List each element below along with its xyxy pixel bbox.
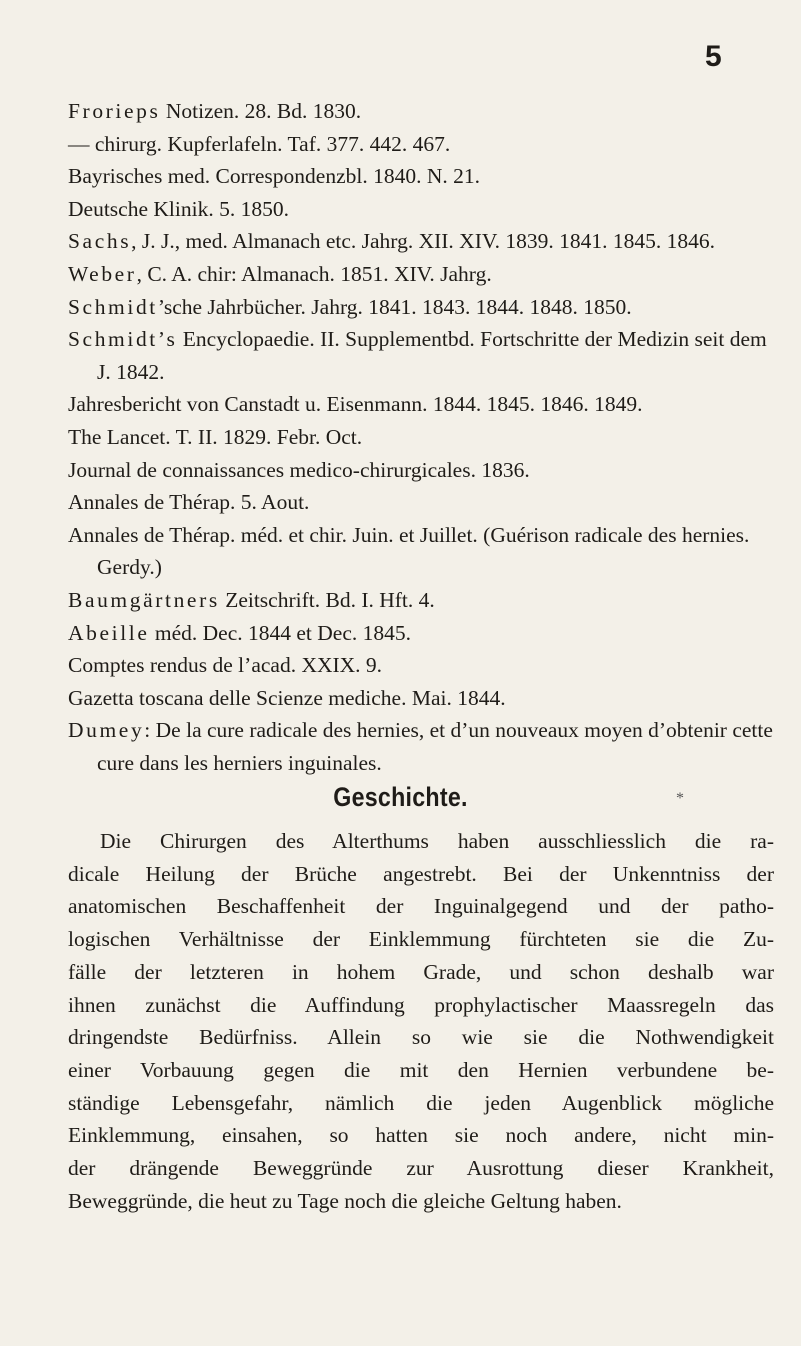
- reference-text: méd. Dec. 1844 et Dec. 1845.: [149, 620, 411, 645]
- reference-text: , C. A. chir: Almanach. 1851. XIV. Jahrg.: [136, 261, 492, 286]
- reference-text: Annales de Thérap. 5. Aout.: [68, 490, 310, 515]
- reference-entry: [68, 421, 780, 454]
- reference-text: ’sche Jahrbücher. Jahrg. 1841. 1843. 1844. 1848. 1850.: [157, 294, 632, 319]
- author-name: Abeille: [68, 620, 150, 645]
- section-heading: Geschichte.: [333, 782, 468, 812]
- page-number: 5: [705, 40, 722, 73]
- reference-text: Jahresbericht von Canstadt u. Eisenmann. 1844. 1845. 1846. 1849.: [68, 392, 643, 417]
- paragraph-line: ständige Lebensgefahr, nämlich die jeden Augenblick mögliche: [68, 1090, 774, 1115]
- reference-text: Comptes rendus de l’acad. XXIX. 9.: [68, 653, 383, 678]
- reference-text: Annales de Thérap. méd. et chir. Juin. et Juillet. (Guérison radicale des hernies. Gerdy.): [68, 522, 750, 580]
- paragraph-line: ihnen zunächst die Auffindung prophylactischer Maassregeln das: [68, 992, 774, 1017]
- reference-entry: [68, 323, 780, 388]
- reference-entry: [68, 258, 780, 291]
- paragraph-line: Einklemmung, einsahen, so hatten sie noch andere, nicht min-: [68, 1123, 774, 1148]
- reference-entry: [68, 584, 780, 617]
- author-name: Baumgärtners: [68, 587, 220, 612]
- reference-entry: [68, 193, 780, 226]
- reference-entry: [68, 682, 780, 715]
- author-name: Weber: [68, 261, 137, 286]
- reference-entry: [68, 714, 780, 779]
- author-name: Dumey: [68, 718, 145, 743]
- reference-entry: [68, 486, 780, 519]
- paragraph-line: dringendste Bedürfniss. Allein so wie sie die Nothwendigkeit: [68, 1025, 774, 1050]
- reference-entry: [68, 128, 780, 161]
- reference-text: : De la cure radicale des hernies, et d’un nouveaux moyen d’obtenir cette cure dans les herniers inguinales.: [97, 718, 773, 775]
- body-paragraph: [68, 825, 774, 1217]
- paragraph-line: der drängende Beweggründe zur Ausrottung dieser Krankheit,: [68, 1156, 774, 1181]
- paragraph-line: Die Chirurgen des Alterthums haben ausschliesslich die ra-: [100, 829, 774, 853]
- reference-text: , J. J., med. Almanach etc. Jahrg. XII. XIV. 1839. 1841. 1845. 1846.: [131, 229, 715, 254]
- section-mark: *: [676, 790, 684, 807]
- reference-text: Zeitschrift. Bd. I. Hft. 4.: [219, 587, 435, 612]
- author-name: Frorieps: [68, 99, 161, 123]
- reference-entry: [68, 617, 780, 650]
- reference-text: Bayrisches med. Correspondenzbl. 1840. N. 21.: [68, 164, 481, 189]
- reference-entry: [68, 160, 780, 193]
- reference-entry: [68, 388, 780, 421]
- author-name: Schmidt’s: [68, 327, 178, 352]
- paragraph-line: logischen Verhältnisse der Einklemmung fürchteten sie die Zu-: [68, 927, 774, 952]
- paragraph-line: anatomischen Beschaffenheit der Inguinalgegend und der patho-: [68, 894, 774, 919]
- reference-text: Gazetta toscana delle Scienze mediche. Mai. 1844.: [68, 685, 506, 710]
- reference-entry: [68, 291, 780, 324]
- reference-text: — chirurg. Kupferlafeln. Taf. 377. 442. 467.: [68, 131, 451, 156]
- reference-text: Encyclopaedie. II. Supplementbd. Fortschritte der Medizin seit dem J. 1842.: [97, 327, 767, 384]
- reference-entry: [68, 225, 780, 258]
- reference-entry: [68, 454, 780, 487]
- author-name: Sachs: [68, 229, 132, 254]
- reference-entry: [68, 519, 780, 584]
- paragraph-line: Beweggründe, die heut zu Tage noch die gleiche Geltung haben.: [68, 1188, 622, 1213]
- paragraph-line: dicale Heilung der Brüche angestrebt. Bei der Unkenntniss der: [68, 861, 774, 886]
- author-name: Schmidt: [68, 294, 158, 319]
- paragraph-line: einer Vorbauung gegen die mit den Hernien verbundene be-: [68, 1057, 774, 1082]
- reference-entry: [68, 649, 780, 682]
- paragraph-line: fälle der letzteren in hohem Grade, und schon deshalb war: [68, 959, 774, 984]
- reference-list: [68, 95, 780, 779]
- reference-text: Journal de connaissances medico-chirurgicales. 1836.: [68, 457, 530, 482]
- reference-entry: [68, 95, 780, 128]
- reference-text: The Lancet. T. II. 1829. Febr. Oct.: [68, 424, 363, 449]
- reference-text: Deutsche Klinik. 5. 1850.: [68, 196, 289, 221]
- reference-text: Notizen. 28. Bd. 1830.: [160, 99, 362, 123]
